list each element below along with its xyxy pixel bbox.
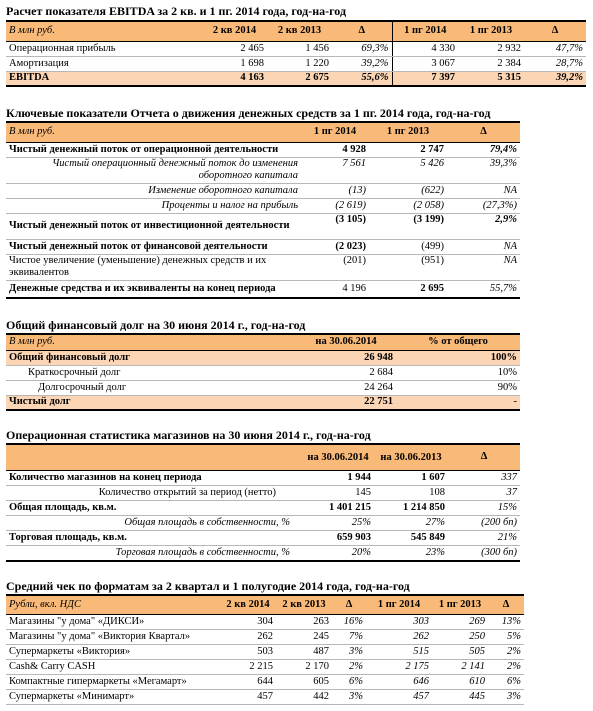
cell: 503: [220, 644, 276, 659]
column-header: 1 пг 2014: [392, 21, 458, 41]
column-header: % от общего: [396, 334, 520, 350]
cell: (2 619): [301, 198, 369, 213]
table-header: [6, 122, 520, 142]
column-header: 2 кв 2014: [220, 595, 276, 614]
cashflow-title: Ключевые показатели Отчета о движения денежных средств за 1 пг. 2014 года, год-на-год: [6, 106, 491, 120]
cell: 55,6%: [332, 71, 392, 86]
ticket-title: Средний чек по форматам за 2 квартал и 1 полугодие 2014 года, год-на-год: [6, 579, 410, 593]
column-header: на 30.06.2014: [302, 444, 374, 470]
table-row: [6, 213, 520, 239]
table-row: [6, 485, 520, 500]
units-caption: Рубли, вкл. НДС: [6, 595, 220, 614]
cell: 2 170: [276, 659, 332, 674]
column-header: 1 пг 2014: [366, 595, 432, 614]
cell: 1 607: [374, 470, 448, 485]
table-row: [6, 41, 586, 56]
row-label: Магазины "у дома" «ДИКСИ»: [6, 614, 220, 629]
table-row: [6, 56, 586, 71]
cell: 145: [302, 485, 374, 500]
cell: 304: [220, 614, 276, 629]
cell: 505: [432, 644, 488, 659]
cell: NA: [447, 239, 520, 254]
cell: 337: [448, 470, 520, 485]
row-label: Долгосрочный долг: [6, 380, 296, 395]
cell: 262: [366, 629, 432, 644]
cell: 23%: [374, 545, 448, 561]
column-header: Δ: [332, 595, 366, 614]
column-header: 2 кв 2014: [202, 21, 267, 41]
row-label: Проценты и налог на прибыль: [6, 198, 301, 213]
table-row: [6, 530, 520, 545]
column-header: Δ: [524, 21, 586, 41]
row-label: Общий финансовый долг: [6, 350, 296, 365]
cell: 28,7%: [524, 56, 586, 71]
cell: 13%: [488, 614, 524, 629]
cell: 47,7%: [524, 41, 586, 56]
cell: (499): [369, 239, 447, 254]
cell: 5 315: [458, 71, 524, 86]
cell: 6%: [332, 674, 366, 689]
table-header: [6, 334, 520, 350]
cell: 7%: [332, 629, 366, 644]
cell: 4 928: [301, 142, 369, 157]
cell: 79,4%: [447, 142, 520, 157]
cell: 69,3%: [332, 41, 392, 56]
row-label: Чистый операционный денежный поток до изменения оборотного капитала: [6, 157, 301, 183]
cell: 262: [220, 629, 276, 644]
table-row: [6, 380, 520, 395]
row-label: Чистое увеличение (уменьшение) денежных средств и их эквивалентов: [6, 254, 301, 280]
cell: 445: [432, 689, 488, 704]
cell: 4 330: [392, 41, 458, 56]
row-label: Супермаркеты «Минимарт»: [6, 689, 220, 704]
cell: (2 023): [301, 239, 369, 254]
cell: 545 849: [374, 530, 448, 545]
table-row: [6, 515, 520, 530]
table-row: [6, 644, 524, 659]
cell: 2%: [332, 659, 366, 674]
row-label: Изменение оборотного капитала: [6, 183, 301, 198]
table-row-total: [6, 280, 520, 298]
cell: 4 163: [202, 71, 267, 86]
cell: 2 932: [458, 41, 524, 56]
cell: 2 215: [220, 659, 276, 674]
table-header: [6, 444, 520, 470]
cell: 457: [366, 689, 432, 704]
cell: (200 бп): [448, 515, 520, 530]
cell: 263: [276, 614, 332, 629]
cell: 3%: [488, 689, 524, 704]
cell: 27%: [374, 515, 448, 530]
cell: 39,2%: [524, 71, 586, 86]
table-row: [6, 239, 520, 254]
ebitda-table: [6, 20, 586, 87]
cell: 55,7%: [447, 280, 520, 298]
table-row: [6, 254, 520, 280]
cell: 10%: [396, 365, 520, 380]
column-header: 1 пг 2013: [369, 122, 447, 142]
table-row: [6, 689, 524, 704]
cell: 1 214 850: [374, 500, 448, 515]
table-row-total: [6, 71, 586, 86]
cell: 610: [432, 674, 488, 689]
cell: (622): [369, 183, 447, 198]
column-header: 1 пг 2013: [432, 595, 488, 614]
cell: 659 903: [302, 530, 374, 545]
cell: 1 220: [267, 56, 332, 71]
cell: 457: [220, 689, 276, 704]
cell: 26 948: [296, 350, 396, 365]
debt-table: [6, 333, 520, 411]
row-label: Супермаркеты «Виктория»: [6, 644, 220, 659]
cell: 487: [276, 644, 332, 659]
cell: 605: [276, 674, 332, 689]
row-label: Количество магазинов на конец периода: [6, 470, 302, 485]
cell: 3%: [332, 644, 366, 659]
row-label: Количество открытий за период (нетто): [6, 485, 302, 500]
table-row: [6, 157, 520, 183]
cell: 2 465: [202, 41, 267, 56]
cell: 5 426: [369, 157, 447, 183]
column-header: на 30.06.2013: [374, 444, 448, 470]
cell: 108: [374, 485, 448, 500]
row-label: Общая площадь, кв.м.: [6, 500, 302, 515]
row-label: Cash& Carry CASH: [6, 659, 220, 674]
cell: 515: [366, 644, 432, 659]
stores-table: [6, 443, 520, 562]
cell: NA: [447, 254, 520, 280]
row-label: Чистый денежный поток от финансовой деятельности: [6, 239, 301, 254]
cell: 644: [220, 674, 276, 689]
cell: 39,3%: [447, 157, 520, 183]
cell: 269: [432, 614, 488, 629]
stores-title: Операционная статистика магазинов на 30 июня 2014 г., год-на-год: [6, 428, 371, 442]
cell: 1 944: [302, 470, 374, 485]
table-row-total: [6, 395, 520, 410]
cell: 100%: [396, 350, 520, 365]
table-row: [6, 545, 520, 561]
ticket-table: [6, 594, 524, 705]
cell: 7 561: [301, 157, 369, 183]
cell: (2 058): [369, 198, 447, 213]
column-header: 1 пг 2014: [301, 122, 369, 142]
cell: 303: [366, 614, 432, 629]
cell: 2 175: [366, 659, 432, 674]
row-label: Общая площадь в собственности, %: [6, 515, 302, 530]
table-row: [6, 674, 524, 689]
cell: 2,9%: [447, 213, 520, 239]
table-row: [6, 659, 524, 674]
row-label: Амортизация: [6, 56, 202, 71]
cell: 2 675: [267, 71, 332, 86]
cell: 15%: [448, 500, 520, 515]
table-row: [6, 470, 520, 485]
cell: 22 751: [296, 395, 396, 410]
cell: (3 105): [301, 213, 369, 239]
cell: -: [396, 395, 520, 410]
table-header: [6, 21, 586, 41]
cell: 7 397: [392, 71, 458, 86]
units-caption: В млн руб.: [6, 334, 296, 350]
cell: 24 264: [296, 380, 396, 395]
column-header: 2 кв 2013: [276, 595, 332, 614]
table-row: [6, 350, 520, 365]
table-row: [6, 365, 520, 380]
cell: (3 199): [369, 213, 447, 239]
cell: 3 067: [392, 56, 458, 71]
cell: 1 698: [202, 56, 267, 71]
cell: 2%: [488, 644, 524, 659]
cell: 2 695: [369, 280, 447, 298]
cashflow-table: [6, 121, 520, 299]
table-row: [6, 142, 520, 157]
column-header: Δ: [332, 21, 392, 41]
column-header: Δ: [488, 595, 524, 614]
ebitda-title: Расчет показателя EBITDA за 2 кв. и 1 пг. 2014 года, год-на-год: [6, 4, 347, 18]
table-row: [6, 183, 520, 198]
units-caption: В млн руб.: [6, 21, 202, 41]
row-label: Чистый денежный поток от инвестиционной деятельности: [6, 213, 301, 239]
column-header: Δ: [447, 122, 520, 142]
cell: (300 бп): [448, 545, 520, 561]
cell: 250: [432, 629, 488, 644]
cell: 3%: [332, 689, 366, 704]
cell: 2 141: [432, 659, 488, 674]
cell: 2 384: [458, 56, 524, 71]
row-label: Чистый денежный поток от операционной деятельности: [6, 142, 301, 157]
cell: 25%: [302, 515, 374, 530]
cell: 2 684: [296, 365, 396, 380]
cell: 90%: [396, 380, 520, 395]
cell: 5%: [488, 629, 524, 644]
table-row: [6, 198, 520, 213]
table-row: [6, 614, 524, 629]
column-header: на 30.06.2014: [296, 334, 396, 350]
row-label: Операционная прибыль: [6, 41, 202, 56]
cell: 442: [276, 689, 332, 704]
row-label: Магазины "у дома" «Виктория Квартал»: [6, 629, 220, 644]
cell: 4 196: [301, 280, 369, 298]
cell: 20%: [302, 545, 374, 561]
cell: (13): [301, 183, 369, 198]
units-caption: В млн руб.: [6, 122, 301, 142]
column-header: 1 пг 2013: [458, 21, 524, 41]
table-header: [6, 595, 524, 614]
cell: 1 456: [267, 41, 332, 56]
cell: (951): [369, 254, 447, 280]
row-label: Денежные средства и их эквиваленты на конец периода: [6, 280, 301, 298]
row-label: Компактные гипермаркеты «Мегамарт»: [6, 674, 220, 689]
cell: 2%: [488, 659, 524, 674]
cell: 6%: [488, 674, 524, 689]
row-label: EBITDA: [6, 71, 202, 86]
table-row: [6, 500, 520, 515]
cell: (27,3%): [447, 198, 520, 213]
cell: NA: [447, 183, 520, 198]
table-row: [6, 629, 524, 644]
cell: 245: [276, 629, 332, 644]
cell: 37: [448, 485, 520, 500]
cell: 2 747: [369, 142, 447, 157]
cell: 1 401 215: [302, 500, 374, 515]
debt-title: Общий финансовый долг на 30 июня 2014 г., год-на-год: [6, 318, 306, 332]
cell: 646: [366, 674, 432, 689]
row-label: Чистый долг: [6, 395, 296, 410]
row-label: Краткосрочный долг: [6, 365, 296, 380]
cell: 21%: [448, 530, 520, 545]
column-header: Δ: [448, 444, 520, 470]
row-label: Торговая площадь в собственности, %: [6, 545, 302, 561]
column-header: 2 кв 2013: [267, 21, 332, 41]
cell: (201): [301, 254, 369, 280]
row-label: Торговая площадь, кв.м.: [6, 530, 302, 545]
cell: 16%: [332, 614, 366, 629]
cell: 39,2%: [332, 56, 392, 71]
